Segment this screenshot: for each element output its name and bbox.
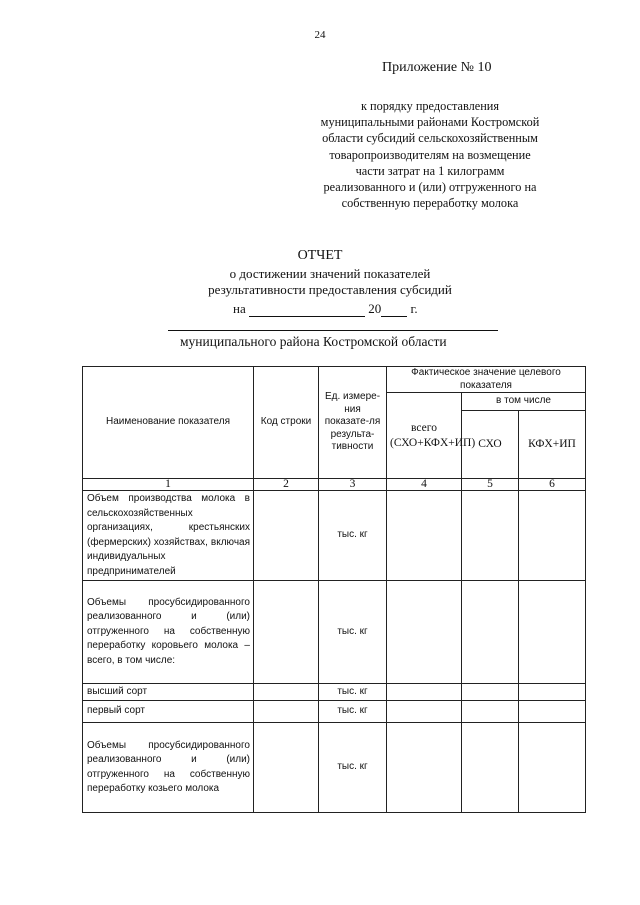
- row-code-cell[interactable]: [254, 581, 319, 684]
- row-total-cell[interactable]: [387, 491, 462, 581]
- column-number: 4: [387, 479, 462, 491]
- row-code-cell[interactable]: [254, 684, 319, 701]
- row-code-cell[interactable]: [254, 723, 319, 813]
- row-sho-cell[interactable]: [462, 701, 519, 723]
- row-unit: тыс. кг: [319, 581, 387, 684]
- header-name: Наименование показателя: [83, 367, 254, 479]
- row-sho-cell[interactable]: [462, 581, 519, 684]
- table-row: [83, 581, 586, 684]
- row-kfh-cell[interactable]: [519, 491, 586, 581]
- header-sho: СХО: [462, 411, 519, 479]
- row-name: первый сорт: [83, 701, 254, 723]
- table-row: [83, 684, 586, 701]
- row-total-cell[interactable]: [387, 723, 462, 813]
- row-total-cell[interactable]: [387, 581, 462, 684]
- table-row: [83, 701, 586, 723]
- row-unit: тыс. кг: [319, 701, 387, 723]
- appendix-purpose: [300, 98, 560, 211]
- table-row: [83, 491, 586, 581]
- report-period: [233, 301, 418, 317]
- purpose-line: части затрат на 1 килограмм: [355, 163, 505, 178]
- report-subtitle: [180, 266, 480, 298]
- row-name: Объемы просубсидированного реализованного и (или) отгруженного на собственную переработку козьего молока: [83, 723, 254, 813]
- column-number: 1: [83, 479, 254, 491]
- period-year: 20: [368, 301, 382, 316]
- row-sho-cell[interactable]: [462, 491, 519, 581]
- period-suffix: г.: [410, 301, 418, 316]
- purpose-line: собственную переработку молока: [341, 196, 519, 211]
- column-number: 5: [462, 479, 519, 491]
- purpose-line: к порядку предоставления: [360, 99, 500, 113]
- row-name: Объемы просубсидированного реализованного и (или) отгруженного на собственную переработку коровьего молока – всего, в том числе:: [83, 581, 254, 684]
- subtitle-line: о достижении значений показателей: [229, 266, 431, 281]
- row-name: высший сорт: [83, 684, 254, 701]
- header-including: в том числе: [462, 393, 586, 411]
- header-actual-value: Фактическое значение целевого показателя: [387, 367, 586, 393]
- row-unit: тыс. кг: [319, 491, 387, 581]
- row-unit: тыс. кг: [319, 684, 387, 701]
- column-number: 3: [319, 479, 387, 491]
- header-code: Код строки: [254, 367, 319, 479]
- row-total-cell[interactable]: [387, 684, 462, 701]
- row-kfh-cell[interactable]: [519, 701, 586, 723]
- row-kfh-cell[interactable]: [519, 684, 586, 701]
- report-table: [82, 366, 586, 813]
- column-number: 2: [254, 479, 319, 491]
- table-row: [83, 723, 586, 813]
- row-sho-cell[interactable]: [462, 723, 519, 813]
- header-total: всего (СХО+КФХ+ИП): [387, 393, 462, 479]
- row-kfh-cell[interactable]: [519, 723, 586, 813]
- header-unit: Ед. измере-ния показате-ля результа-тивности: [319, 367, 387, 479]
- page-number: 24: [314, 29, 326, 41]
- purpose-line: реализованного и (или) отгруженного на: [323, 180, 537, 195]
- row-kfh-cell[interactable]: [519, 581, 586, 684]
- purpose-line: муниципальными районами Костромской: [320, 115, 540, 130]
- row-unit: тыс. кг: [319, 723, 387, 813]
- row-name: Объем производства молока в сельскохозяйственных организациях, крестьянских (фермерских) хозяйствах, включая индивидуальных предпринимателей: [83, 491, 254, 581]
- row-sho-cell[interactable]: [462, 684, 519, 701]
- row-code-cell[interactable]: [254, 491, 319, 581]
- appendix-title: Приложение № 10: [382, 60, 492, 75]
- period-prefix: на: [233, 301, 246, 316]
- year-blank-field[interactable]: [381, 304, 407, 317]
- purpose-line: области субсидий сельскохозяйственным: [322, 131, 538, 146]
- header-kfh: КФХ+ИП: [519, 411, 586, 479]
- column-number: 6: [519, 479, 586, 491]
- subtitle-line: результативности предоставления субсидий: [208, 282, 452, 297]
- district-label: муниципального района Костромской области: [180, 334, 447, 349]
- purpose-line: товаропроизводителям на возмещение: [329, 147, 531, 162]
- row-code-cell[interactable]: [254, 701, 319, 723]
- row-total-cell[interactable]: [387, 701, 462, 723]
- report-title: ОТЧЕТ: [297, 248, 343, 263]
- period-blank-field[interactable]: [249, 304, 365, 317]
- district-blank-line[interactable]: [168, 330, 498, 331]
